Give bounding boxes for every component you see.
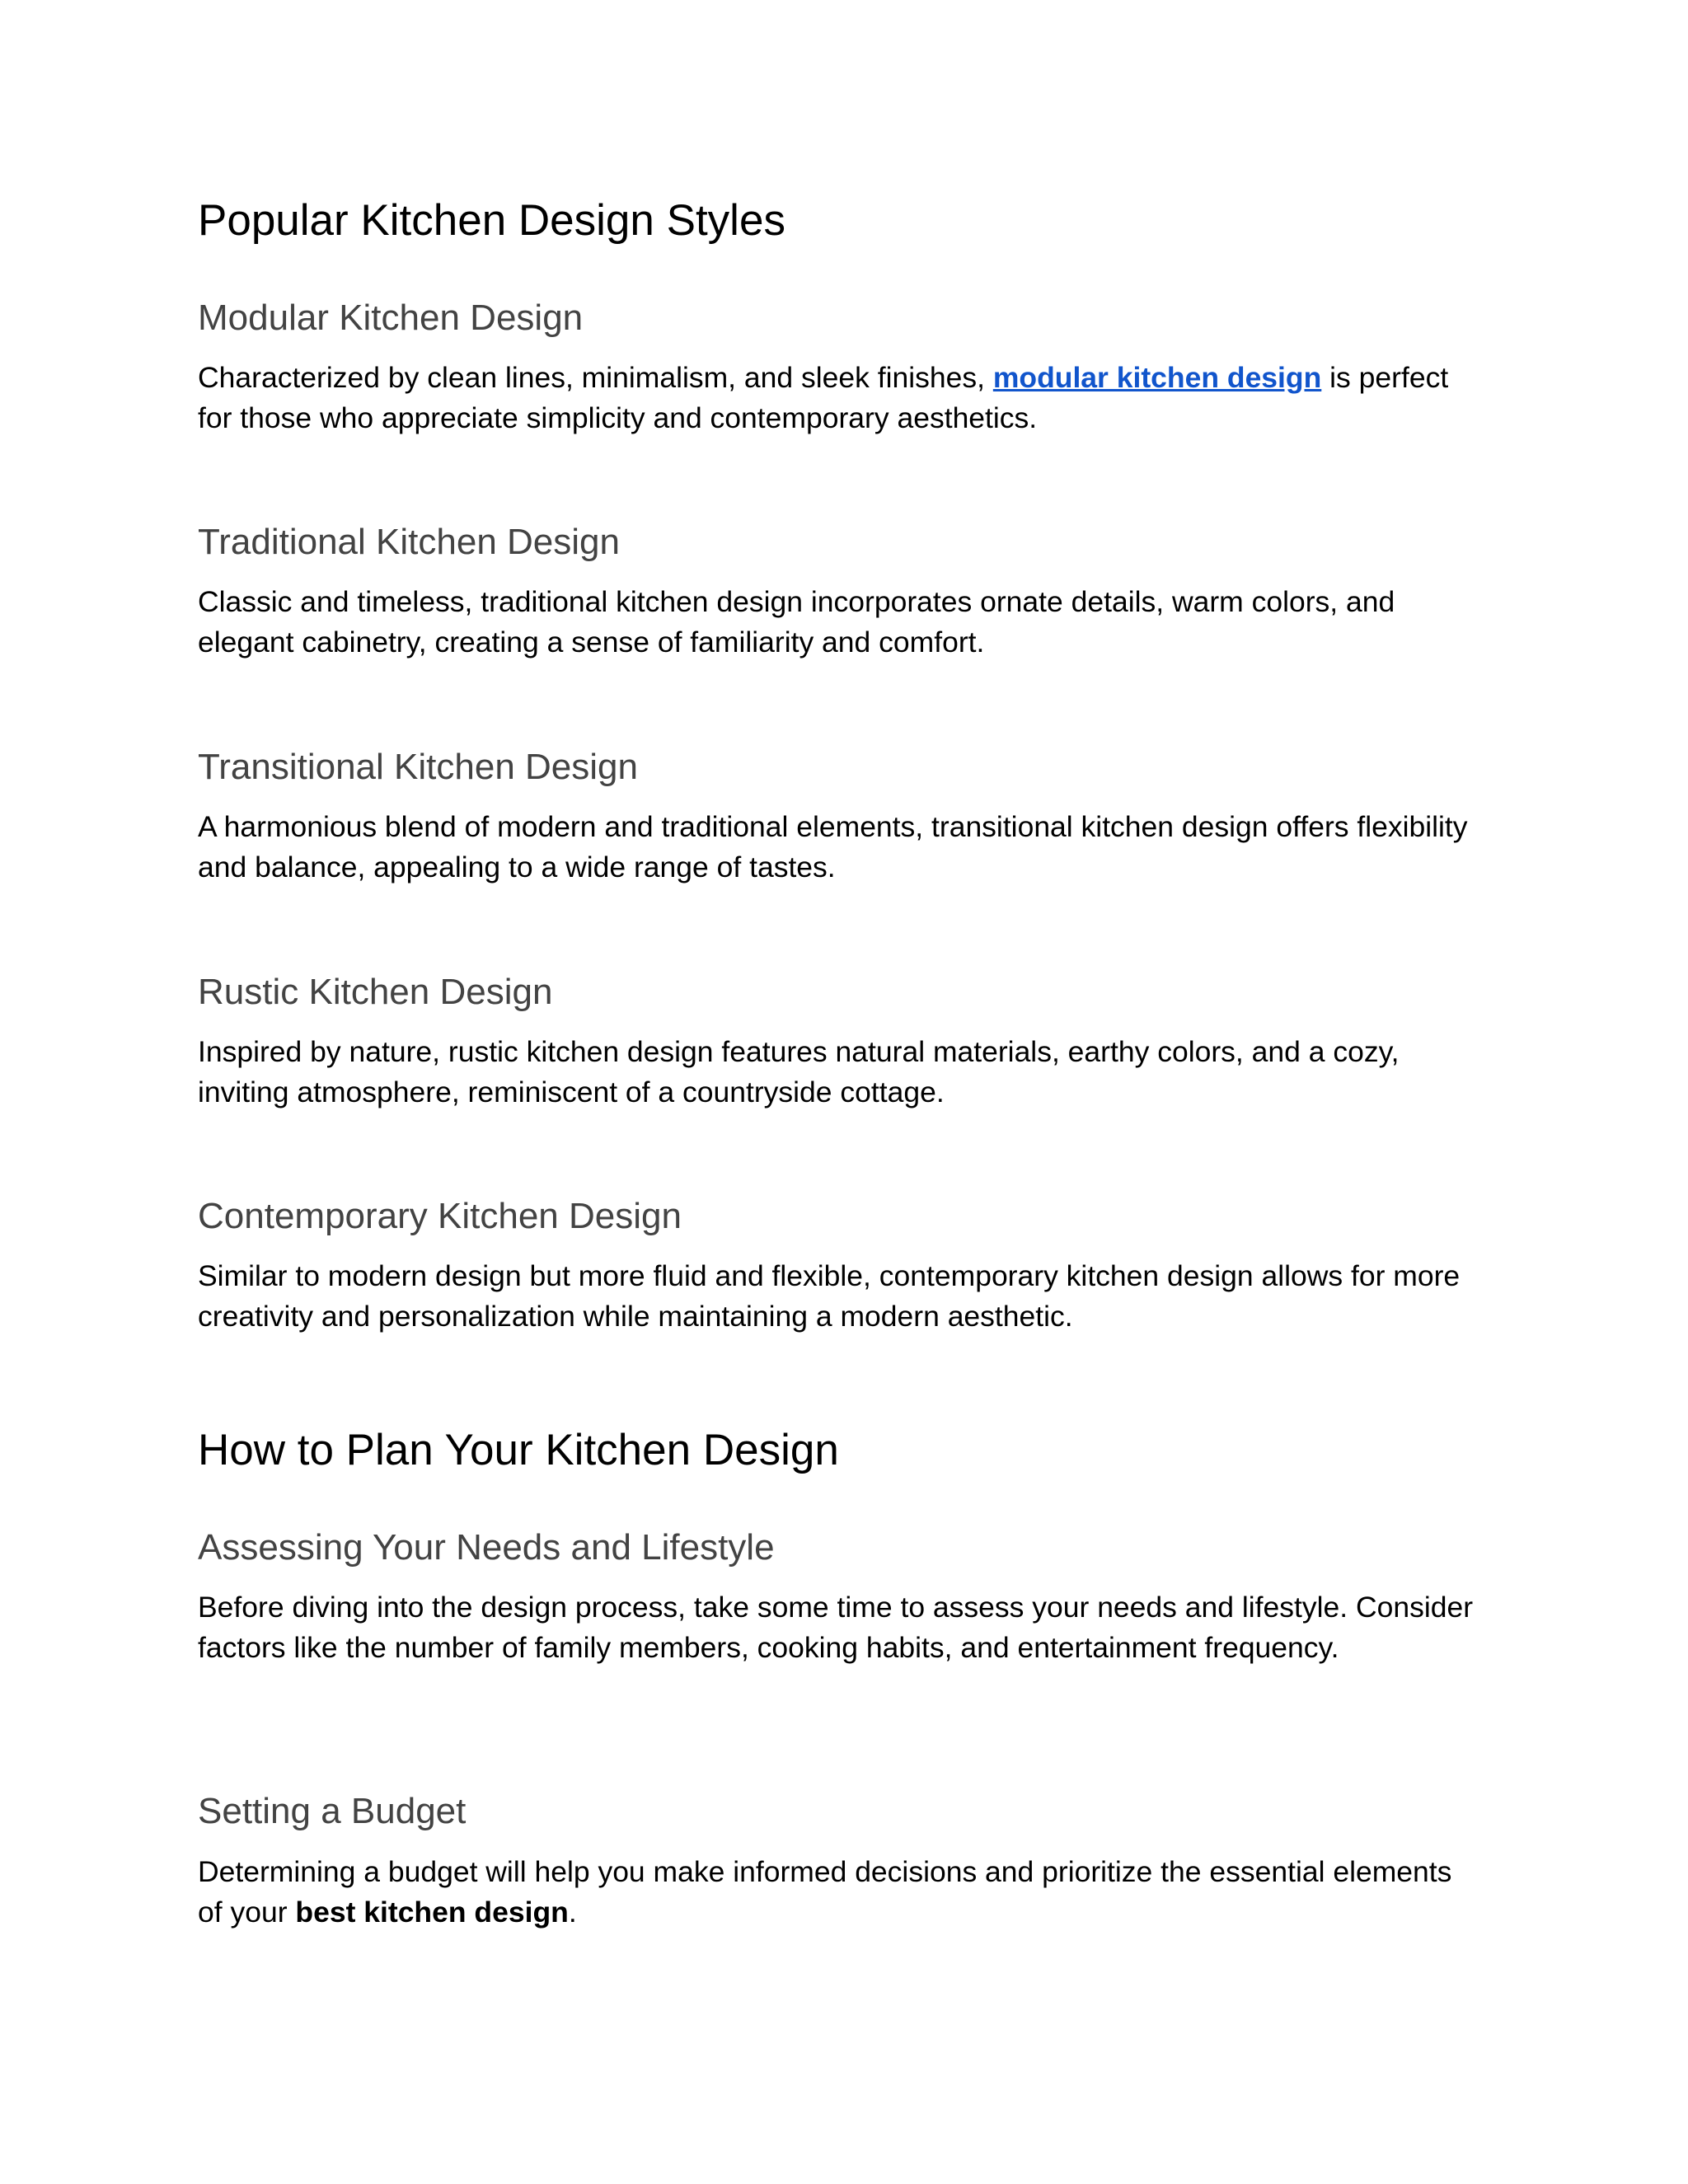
paragraph-text: is perfect for those who appreciate simplicity and contemporary aesthetics. [198,361,1449,434]
subheading-rustic: Rustic Kitchen Design [198,972,553,1012]
paragraph-traditional: Classic and timeless, traditional kitchen design incorporates ornate details, warm colors, and elegant cabinetry, creating a sense of familiarity and comfort. [198,585,1395,658]
subheading-contemporary: Contemporary Kitchen Design [198,1196,682,1236]
section-heading-kitchen-styles: Popular Kitchen Design Styles [198,196,785,245]
subheading-transitional: Transitional Kitchen Design [198,747,638,787]
paragraph-contemporary: Similar to modern design but more fluid and flexible, contemporary kitchen design allows for more creativity and personalization while maintaining a modern aesthetic. [198,1259,1461,1333]
modular-kitchen-design-link[interactable]: modular kitchen design [992,361,1322,394]
paragraph-needs: Before diving into the design process, take some time to assess your needs and lifestyle. Consider factors like the number of family members, cooking habits, and entertainment frequency. [198,1591,1474,1664]
section-heading-plan: How to Plan Your Kitchen Design [198,1426,839,1474]
paragraph-text: . [568,1896,577,1929]
paragraph-rustic: Inspired by nature, rustic kitchen design features natural materials, earthy colors, and a cozy, inviting atmosphere, reminiscent of a countryside cottage. [198,1035,1400,1108]
best-kitchen-design-bold: best kitchen design [295,1896,569,1929]
subheading-budget: Setting a Budget [198,1791,467,1831]
subheading-needs: Assessing Your Needs and Lifestyle [198,1527,775,1568]
paragraph-text: Determining a budget will help you make informed decisions and prioritize the essential elements of your [198,1855,1452,1929]
paragraph-text: Characterized by clean lines, minimalism, and sleek finishes, [198,361,993,394]
subheading-traditional: Traditional Kitchen Design [198,522,620,562]
paragraph-budget [198,1852,1484,1933]
paragraph-modular [198,358,1484,438]
paragraph-transitional: A harmonious blend of modern and traditional elements, transitional kitchen design offers flexibility and balance, appealing to a wide range of tastes. [198,810,1468,883]
subheading-modular: Modular Kitchen Design [198,298,584,338]
